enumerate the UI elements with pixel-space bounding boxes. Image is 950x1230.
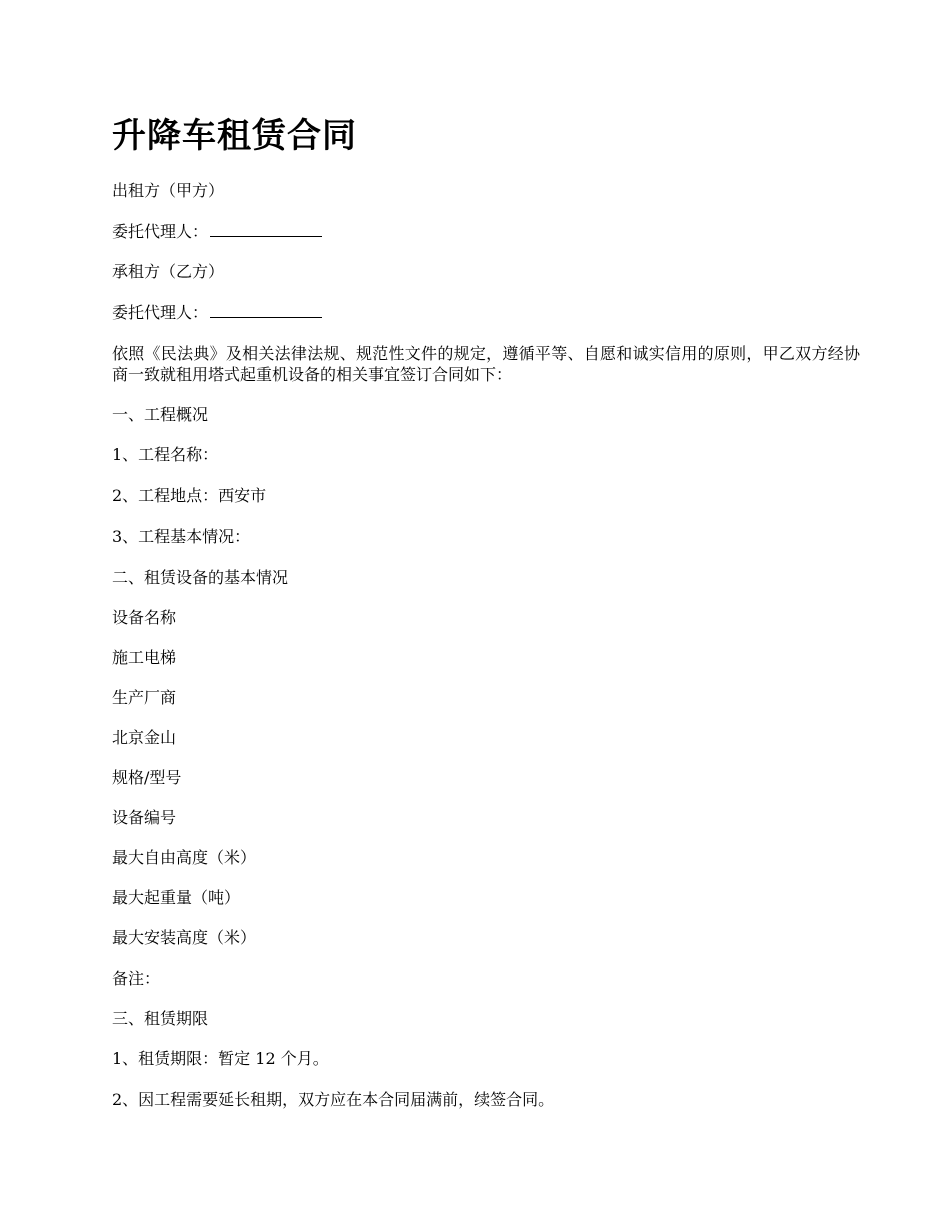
lessee-agent-label: 委托代理人： bbox=[112, 303, 209, 322]
list-item: 规格/型号 bbox=[112, 768, 182, 787]
document-title: 升降车租赁合同 bbox=[112, 116, 357, 156]
list-item: 设备编号 bbox=[112, 808, 177, 827]
lessor-label: 出租方（甲方） bbox=[112, 181, 225, 200]
section-heading: 二、租赁设备的基本情况 bbox=[112, 568, 289, 587]
lessor-agent-label: 委托代理人： bbox=[112, 222, 209, 241]
list-item: 2、因工程需要延长租期，双方应在本合同届满前，续签合同。 bbox=[112, 1090, 555, 1109]
list-item: 1、工程名称： bbox=[112, 445, 219, 464]
list-item: 备注： bbox=[112, 969, 161, 988]
lessee-agent-blank bbox=[210, 303, 322, 318]
list-item: 最大安装高度（米） bbox=[112, 928, 257, 947]
list-item: 3、工程基本情况： bbox=[112, 527, 251, 546]
list-item: 最大起重量（吨） bbox=[112, 888, 241, 907]
section-heading: 一、工程概况 bbox=[112, 405, 209, 424]
lessee-agent-line bbox=[112, 303, 322, 323]
list-item: 2、工程地点：西安市 bbox=[112, 486, 267, 505]
lessor-agent-line bbox=[112, 222, 322, 242]
list-item: 设备名称 bbox=[112, 608, 177, 627]
intro-paragraph: 依照《民法典》及相关法律法规、规范性文件的规定，遵循平等、自愿和诚实信用的原则，甲乙双方经协商一致就租用塔式起重机设备的相关事宜签订合同如下： bbox=[112, 344, 860, 384]
list-item: 生产厂商 bbox=[112, 688, 177, 707]
list-item: 施工电梯 bbox=[112, 648, 177, 667]
section-heading: 三、租赁期限 bbox=[112, 1009, 209, 1028]
list-item: 最大自由高度（米） bbox=[112, 848, 257, 867]
list-item: 1、租赁期限：暂定 12 个月。 bbox=[112, 1049, 329, 1068]
lessor-agent-blank bbox=[210, 222, 322, 237]
list-item: 北京金山 bbox=[112, 728, 177, 747]
lessee-label: 承租方（乙方） bbox=[112, 262, 225, 281]
